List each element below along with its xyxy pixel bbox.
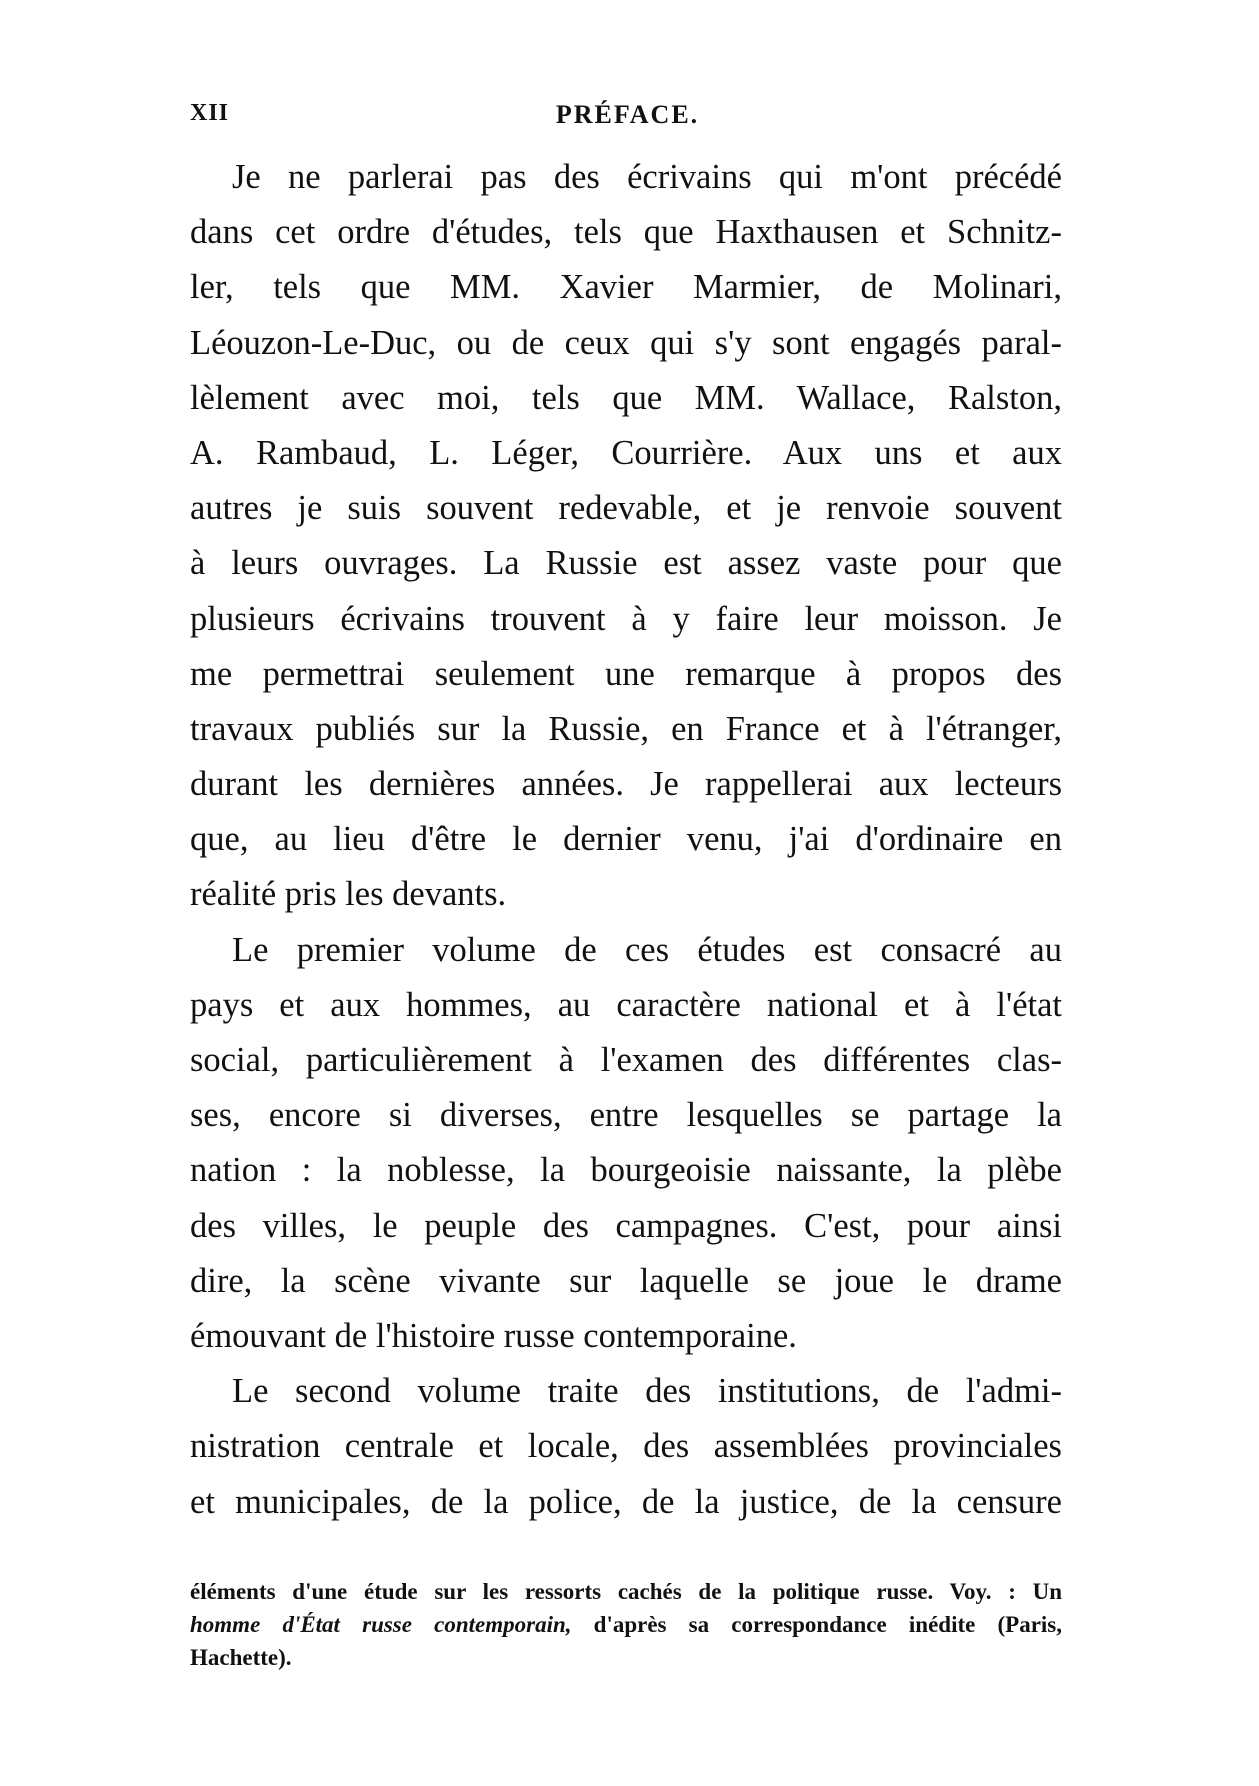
body-text	[190, 150, 1062, 1530]
running-title: PRÉFACE.	[555, 100, 700, 129]
page-number: XII	[190, 100, 230, 126]
text-line: nistration centrale et locale, des assemblées provinciales	[190, 1427, 1062, 1466]
text-line: nation : la noblesse, la bourgeoisie naissante, la plèbe	[190, 1151, 1062, 1190]
text-line: travaux publiés sur la Russie, en France et à l'étranger,	[190, 709, 1062, 748]
text-line: des villes, le peuple des campagnes. C'est, pour ainsi	[190, 1206, 1062, 1245]
paragraph-2	[190, 923, 1062, 1365]
paragraph-1	[190, 150, 1062, 923]
text-line: pays et aux hommes, au caractère national et à l'état	[190, 985, 1062, 1024]
running-head	[190, 100, 1065, 140]
text-line: social, particulièrement à l'examen des différentes clas-	[190, 1041, 1062, 1079]
text-line: ses, encore si diverses, entre lesquelles se partage la	[190, 1096, 1062, 1135]
text-line: Léouzon-Le-Duc, ou de ceux qui s'y sont engagés paral-	[190, 323, 1062, 362]
footnote	[190, 1575, 1062, 1674]
text-line: et municipales, de la police, de la justice, de la censure	[190, 1482, 1062, 1521]
text-line: durant les dernières années. Je rappellerai aux lecteurs	[190, 765, 1062, 804]
text-line: réalité pris les devants.	[190, 875, 507, 914]
text-line: dans cet ordre d'études, tels que Haxthausen et Schnitz-	[190, 213, 1062, 252]
text-line: lèlement avec moi, tels que MM. Wallace, Ralston,	[190, 378, 1062, 417]
text-line: à leurs ouvrages. La Russie est assez vaste pour que	[190, 544, 1062, 583]
footnote-italic-title: homme d'État russe contemporain,	[190, 1612, 572, 1637]
text-line: que, au lieu d'être le dernier venu, j'ai d'ordinaire en	[190, 820, 1062, 859]
paragraph-3	[190, 1364, 1062, 1530]
text-line: ler, tels que MM. Xavier Marmier, de Molinari,	[190, 268, 1062, 307]
text-line: Je ne parlerai pas des écrivains qui m'ont précédé	[232, 158, 1062, 196]
text-line: dire, la scène vivante sur laquelle se joue le drame	[190, 1261, 1062, 1300]
text-line: Le premier volume de ces études est consacré au	[232, 930, 1062, 969]
footnote-line	[190, 1608, 1062, 1641]
text-line: Le second volume traite des institutions, de l'admi-	[232, 1372, 1062, 1411]
footnote-line: Hachette).	[190, 1645, 292, 1670]
footnote-line: éléments d'une étude sur les ressorts cachés de la politique russe. Voy. : Un	[190, 1579, 1062, 1604]
text-line: émouvant de l'histoire russe contemporaine.	[190, 1316, 797, 1355]
text-line: autres je suis souvent redevable, et je renvoie souvent	[190, 489, 1062, 528]
text-line: me permettrai seulement une remarque à propos des	[190, 654, 1062, 693]
text-line: plusieurs écrivains trouvent à y faire leur moisson. Je	[190, 599, 1062, 638]
text-line: A. Rambaud, L. Léger, Courrière. Aux uns et aux	[190, 433, 1062, 472]
footnote-line-rest: d'après sa correspondance inédite (Paris,	[571, 1612, 1062, 1637]
